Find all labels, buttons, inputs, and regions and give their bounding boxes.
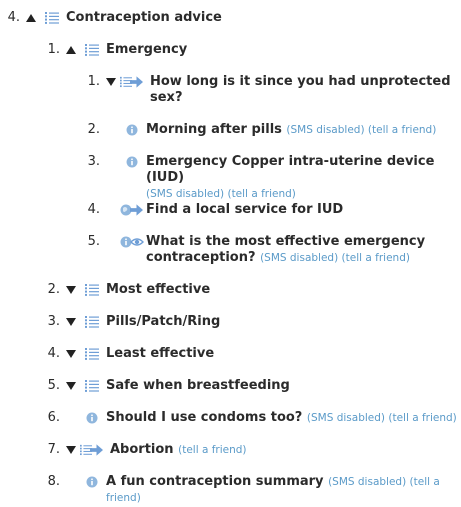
sms-disabled-link[interactable]: (SMS disabled) <box>146 188 225 200</box>
item-title[interactable]: How long is it since you had unprotected sex? <box>150 74 451 105</box>
tell-a-friend-link[interactable]: (tell a friend) <box>178 444 247 456</box>
item-number: 6. <box>47 410 60 425</box>
tree-row <box>84 122 436 138</box>
tree-row <box>84 234 452 266</box>
expand-triangle-icon[interactable] <box>64 442 78 458</box>
tree-row <box>84 74 456 106</box>
info-icon <box>78 410 106 426</box>
tree-row <box>44 42 187 58</box>
list-icon <box>78 314 106 330</box>
sms-disabled-link[interactable]: (SMS disabled) <box>328 476 407 488</box>
sms-disabled-link[interactable]: (SMS disabled) <box>260 252 339 264</box>
item-number: 2. <box>87 122 100 137</box>
item-number: 5. <box>47 378 60 393</box>
list-icon <box>78 346 106 362</box>
item-title[interactable]: Emergency <box>106 42 188 57</box>
info-icon <box>118 154 146 170</box>
item-number: 1. <box>47 42 60 57</box>
item-number: 3. <box>87 154 100 169</box>
item-number: 7. <box>47 442 60 457</box>
tree-row <box>44 410 457 426</box>
list-icon <box>38 10 66 26</box>
item-number: 1. <box>87 74 100 89</box>
info-eye-icon <box>118 234 146 250</box>
tree-row <box>44 282 210 298</box>
expand-triangle-icon[interactable] <box>64 378 78 394</box>
item-title[interactable]: Emergency Copper intra-uterine device (IUD) <box>146 154 435 185</box>
item-title[interactable]: Find a local service for IUD <box>146 202 344 217</box>
list-arrow-icon <box>118 74 150 90</box>
tree-row <box>84 202 343 218</box>
item-title[interactable]: Morning after pills <box>146 122 282 137</box>
item-number: 3. <box>47 314 60 329</box>
item-number: 2. <box>47 282 60 297</box>
item-number: 8. <box>47 474 60 489</box>
tell-a-friend-link[interactable]: (tell a friend) <box>106 476 440 504</box>
item-title[interactable]: Least effective <box>106 346 215 361</box>
tree-row <box>44 474 446 506</box>
item-title[interactable]: What is the most effective emergency contraception? <box>146 234 426 265</box>
collapse-triangle-icon[interactable] <box>64 42 78 58</box>
list-icon <box>78 282 106 298</box>
tree-row <box>44 378 290 394</box>
expand-triangle-icon[interactable] <box>104 74 118 90</box>
tell-a-friend-link[interactable]: (tell a friend) <box>367 124 437 136</box>
item-number: 5. <box>87 234 100 249</box>
expand-triangle-icon[interactable] <box>64 346 78 362</box>
item-title[interactable]: Should I use condoms too? <box>106 410 303 425</box>
item-number: 4. <box>7 10 20 25</box>
collapse-triangle-icon[interactable] <box>24 10 38 26</box>
list-icon <box>78 42 106 58</box>
sms-disabled-link[interactable]: (SMS disabled) <box>306 412 386 424</box>
sms-disabled-link[interactable]: (SMS disabled) <box>286 124 365 136</box>
tree-row <box>4 10 222 26</box>
info-icon <box>78 474 106 490</box>
list-arrow-icon <box>78 442 110 458</box>
item-title[interactable]: Contraception advice <box>66 10 222 25</box>
item-title[interactable]: Abortion <box>110 442 174 457</box>
tree-row <box>44 442 247 458</box>
info-icon <box>118 122 146 138</box>
globe-arrow-icon <box>118 202 146 218</box>
item-number: 4. <box>47 346 60 361</box>
item-title[interactable]: Pills/Patch/Ring <box>106 314 221 329</box>
item-title[interactable]: Safe when breastfeeding <box>106 378 290 393</box>
tell-a-friend-link[interactable]: (tell a friend) <box>341 252 410 264</box>
item-title[interactable]: Most effective <box>106 282 211 297</box>
item-number: 4. <box>87 202 100 217</box>
tree-row <box>44 314 220 330</box>
tree-row <box>84 154 458 202</box>
expand-triangle-icon[interactable] <box>64 314 78 330</box>
tell-a-friend-link[interactable]: (tell a friend) <box>388 412 457 424</box>
tell-a-friend-link[interactable]: (tell a friend) <box>227 188 296 200</box>
list-icon <box>78 378 106 394</box>
expand-triangle-icon[interactable] <box>64 282 78 298</box>
tree-row <box>44 346 214 362</box>
item-title[interactable]: A fun contraception summary <box>106 474 324 489</box>
